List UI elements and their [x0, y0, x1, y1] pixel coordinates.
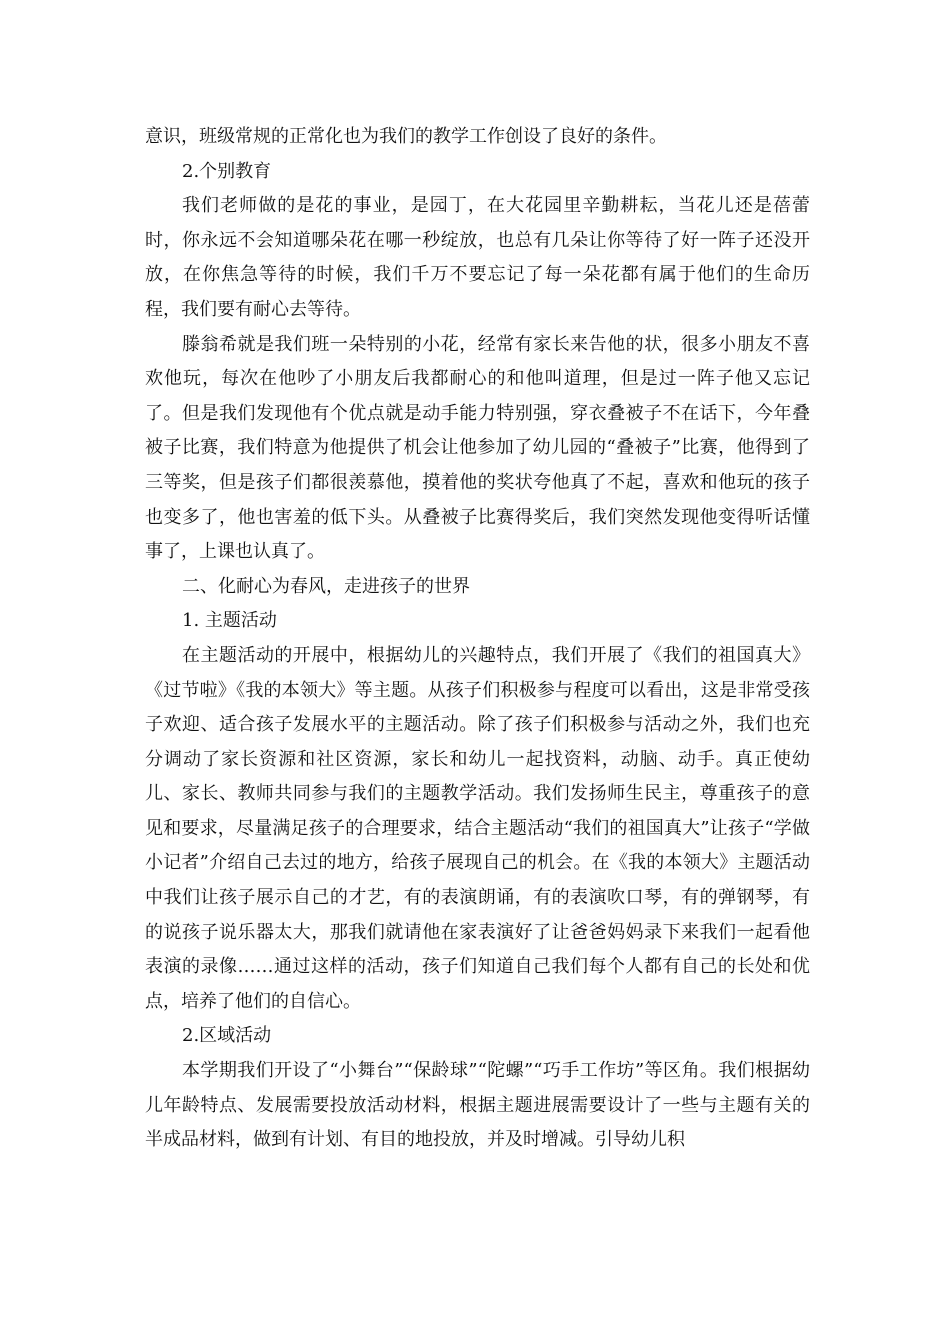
section-heading-area-activities: 2.区域活动	[182, 1025, 272, 1047]
section-heading-individual-education: 2.个别教育	[182, 160, 272, 182]
section-heading-patience: 二、化耐心为春风，走进孩子的世界	[182, 575, 470, 597]
paragraph-continued: 意识，班级常规的正常化也为我们的教学工作创设了良好的条件。	[145, 126, 667, 147]
paragraph-student-story: 滕翁希就是我们班一朵特别的小花，经常有家长来告他的状，很多小朋友不喜欢他玩，每次在他吵了小朋友后我都耐心的和他叫道理，但是过一阵子他又忘记了。但是我们发现他有个优点就是动手能力特别强，穿衣叠被子不在话下，今年叠被子比赛，我们特意为他提供了机会让他参加了幼儿园的“叠被子”比赛，他得到了三等奖，但是孩子们都很羡慕他，摸着他的奖状夸他真了不起，喜欢和他玩的孩子也变多了，他也害羞的低下头。从叠被子比赛得奖后，我们突然发现他变得听话懂事了，上课也认真了。	[145, 333, 810, 563]
paragraph-gardener: 我们老师做的是花的事业，是园丁，在大花园里辛勤耕耘，当花儿还是蓓蕾时，你永远不会知道哪朵花在哪一秒绽放，也总有几朵让你等待了好一阵子还没开放，在你焦急等待的时候，我们千万不要忘记了每一朵花都有属于他们的生命历程，我们要有耐心去等待。	[145, 195, 810, 320]
paragraph-theme-activities: 在主题活动的开展中，根据幼儿的兴趣特点，我们开展了《我们的祖国真大》《过节啦》《我的本领大》等主题。从孩子们积极参与程度可以看出，这是非常受孩子欢迎、适合孩子发展水平的主题活动。除了孩子们积极参与活动之外，我们也充分调动了家长资源和社区资源，家长和幼儿一起找资料，动脑、动手。真正使幼儿、家长、教师共同参与我们的主题教学活动。我们发扬师生民主，尊重孩子的意见和要求，尽量满足孩子的合理要求，结合主题活动“我们的祖国真大”让孩子“学做小记者”介绍自己去过的地方，给孩子展现自己的机会。在《我的本领大》主题活动中我们让孩子展示自己的才艺，有的表演朗诵，有的表演吹口琴，有的弹钢琴，有的说孩子说乐器太大，那我们就请他在家表演好了让爸爸妈妈录下来我们一起看他表演的录像……通过这样的活动，孩子们知道自己我们每个人都有自己的长处和优点，培养了他们的自信心。	[145, 644, 810, 1012]
paragraph-area-activities: 本学期我们开设了“小舞台”“保龄球”“陀螺”“巧手工作坊”等区角。我们根据幼儿年龄特点、发展需要投放活动材料，根据主题进展需要设计了一些与主题有关的半成品材料，做到有计划、有目的地投放，并及时增减。引导幼儿积	[145, 1060, 810, 1151]
section-heading-theme-activities: 1. 主题活动	[182, 610, 277, 632]
document-body	[145, 120, 810, 1158]
